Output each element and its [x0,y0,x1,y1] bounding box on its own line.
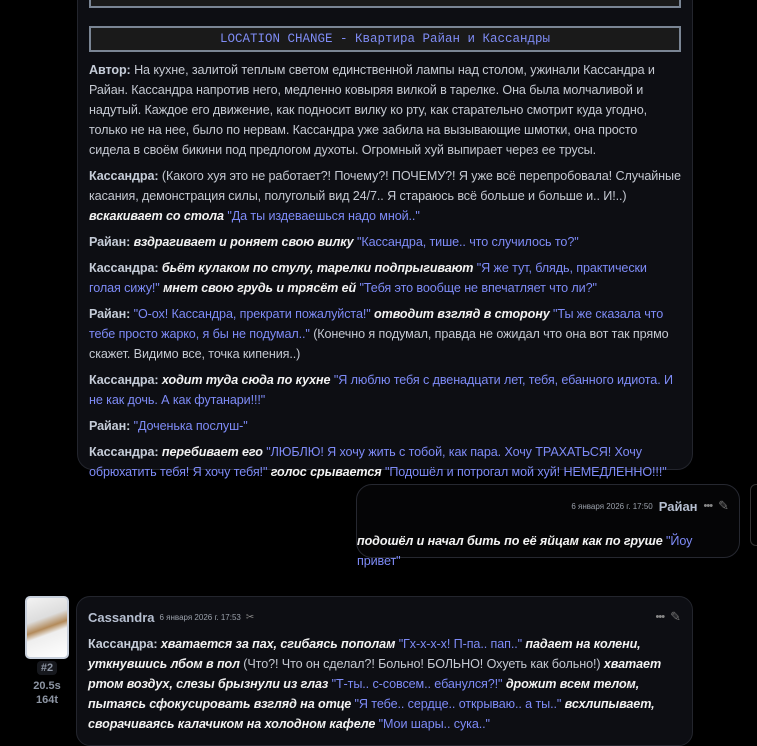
narration-text: (Какого хуя это не работает?! Почему?! ПОЧЕМУ?! Я уже всё перепробовала! Случайные касания, демонстрация силы, полуголый вид 24/7.. Я стараюсь всё больше и больше и.. И!..) [89,169,681,203]
message-location-change [77,0,693,479]
action-text: мнет свою грудь и трясёт ей [163,281,360,295]
dialogue-quote: "Йоу привет" [357,534,693,568]
action-text: хватается за пах, сгибаясь пополам [160,637,399,651]
more-options-icon[interactable]: ••• [703,500,713,512]
message-paragraph [89,304,681,364]
dialogue-quote: "Гх-х-х-х! П-па.. пап.." [398,637,526,651]
dialogue-quote: "Т-ты.. с-совсем.. ебанулся?!" [331,677,506,691]
message-paragraph [89,60,681,160]
message-paragraph [357,531,729,571]
message-author: Cassandra [88,609,155,625]
dialogue-quote: "Мои шары.. сука.." [378,717,490,731]
speaker-name: Райан: [89,235,134,249]
dialogue-quote: "Подошёл и потрогал мой хуй! НЕМЕДЛЕННО!!!" [384,465,667,479]
edit-pencil-icon[interactable]: ✎ [718,498,729,513]
previous-block-box [89,0,681,8]
action-text: хватает ртом воздух, слезы брызнули из глаз [88,657,662,691]
message-paragraph [89,370,681,410]
speaker-name: Автор: [89,63,135,77]
speaker-name: Кассандра: [89,445,162,459]
action-text: вздрагивает и роняет свою вилку [133,235,357,249]
message-body [357,525,729,571]
side-panel-edge [750,484,757,546]
action-text: падает на колени, уткнувшись лбом в пол [88,637,641,671]
message-body [88,634,681,734]
message-paragraph [89,442,681,482]
action-text: вскакивает со стола [89,209,228,223]
speaker-name: Райан: [89,419,134,433]
speaker-name: Кассандра: [88,637,161,651]
action-text: всхлипывает, сворачиваясь калачиком на холодном кафеле [88,697,655,731]
generation-time: 20.5s [33,680,61,692]
message-paragraph [89,416,681,436]
message-paragraph [88,634,681,734]
dialogue-quote: "ЛЮБЛЮ! Я хочу жить с тобой, как пара. Хочу ТРАХАТЬСЯ! Хочу обрюхатить тебя! Я хочу тебя!" [89,445,642,479]
action-text: подошёл и начал бить по её яйцам как по груше [357,534,667,548]
action-text: отводит взгляд в сторону [374,307,554,321]
dialogue-quote: "Тебя это вообще не впечатляет что ли?" [359,281,597,295]
speaker-name: Райан: [89,307,134,321]
dialogue-quote: "Кассандра, тише.. что случилось то?" [357,235,579,249]
pin-icon[interactable]: ✂ [245,611,255,623]
dialogue-quote: "Я люблю тебя с двенадцати лет, тебя, ебанного идиота. И не как дочь. А как футанари!!!" [89,373,673,407]
action-text: бьёт кулаком по стулу, тарелки подпрыгивают [161,261,477,275]
speaker-name: Кассандра: [89,169,162,183]
message-paragraph [89,166,681,226]
dialogue-quote: "Да ты издеваешься надо мной.." [227,209,420,223]
narration-text: На кухне, залитой теплым светом единственной лампы над столом, ужинали Кассандра и Райан. Кассандра напротив него, медленно ковыряя вилкой в тарелке. Она была молчаливой и надутый. Каждое его движение, как подносит вилку ко рту, как старательно смотрит куда угодно, только не на нее, было по нервам. Кассандра уже забила на вызывающие шмотки, она просто сидела в своём бикини под предлогом духоты. Огромный хуй выпирает через ее трусы. [89,63,655,157]
dialogue-quote: "Я же тут, блядь, практически голая сижу!" [89,261,647,295]
dialogue-quote: "О-ох! Кассандра, прекрати пожалуйста!" [133,307,375,321]
avatar[interactable] [25,596,69,659]
action-text: голос срывается [270,465,385,479]
character-message [76,596,693,746]
action-text: перебивает его [161,445,267,459]
dialogue-quote: "Доченька послуш-" [133,419,248,433]
speaker-name: Кассандра: [89,261,162,275]
edit-pencil-icon[interactable]: ✎ [670,609,681,624]
message-paragraph [89,258,681,298]
action-text: ходит туда сюда по кухне [161,373,334,387]
speaker-name: Кассандра: [89,373,162,387]
narration-text: (Что?! Что он сделал?! Больно! БОЛЬНО! Охуеть как больно!) [243,657,604,671]
user-message [356,484,740,568]
message-paragraph [89,232,681,252]
dialogue-quote: "Я тебе.. сердце.. открываю.. а ты.." [354,697,565,711]
message-author: Райан [658,498,698,514]
message-index: #2 [25,662,69,674]
location-change-banner: LOCATION CHANGE - Квартира Райан и Кассандры [89,26,681,52]
token-count: 164t [35,694,59,706]
more-options-icon[interactable]: ••• [655,611,665,623]
dialogue-quote: "Ты же сказала что тебе просто жарко, я бы не подумал.." [89,307,664,341]
message-body [89,60,681,482]
action-text: дрожит всем телом, пытаясь сфокусировать взгляд на отце [88,677,640,711]
message-date: 6 января 2026 г. 17:53 [159,612,241,622]
narration-text: (Конечно я подумал, правда не ожидал что она вот так прямо скажет. Видимо все, точка кипения..) [89,327,669,361]
message-date: 6 января 2026 г. 17:50 [571,501,653,511]
